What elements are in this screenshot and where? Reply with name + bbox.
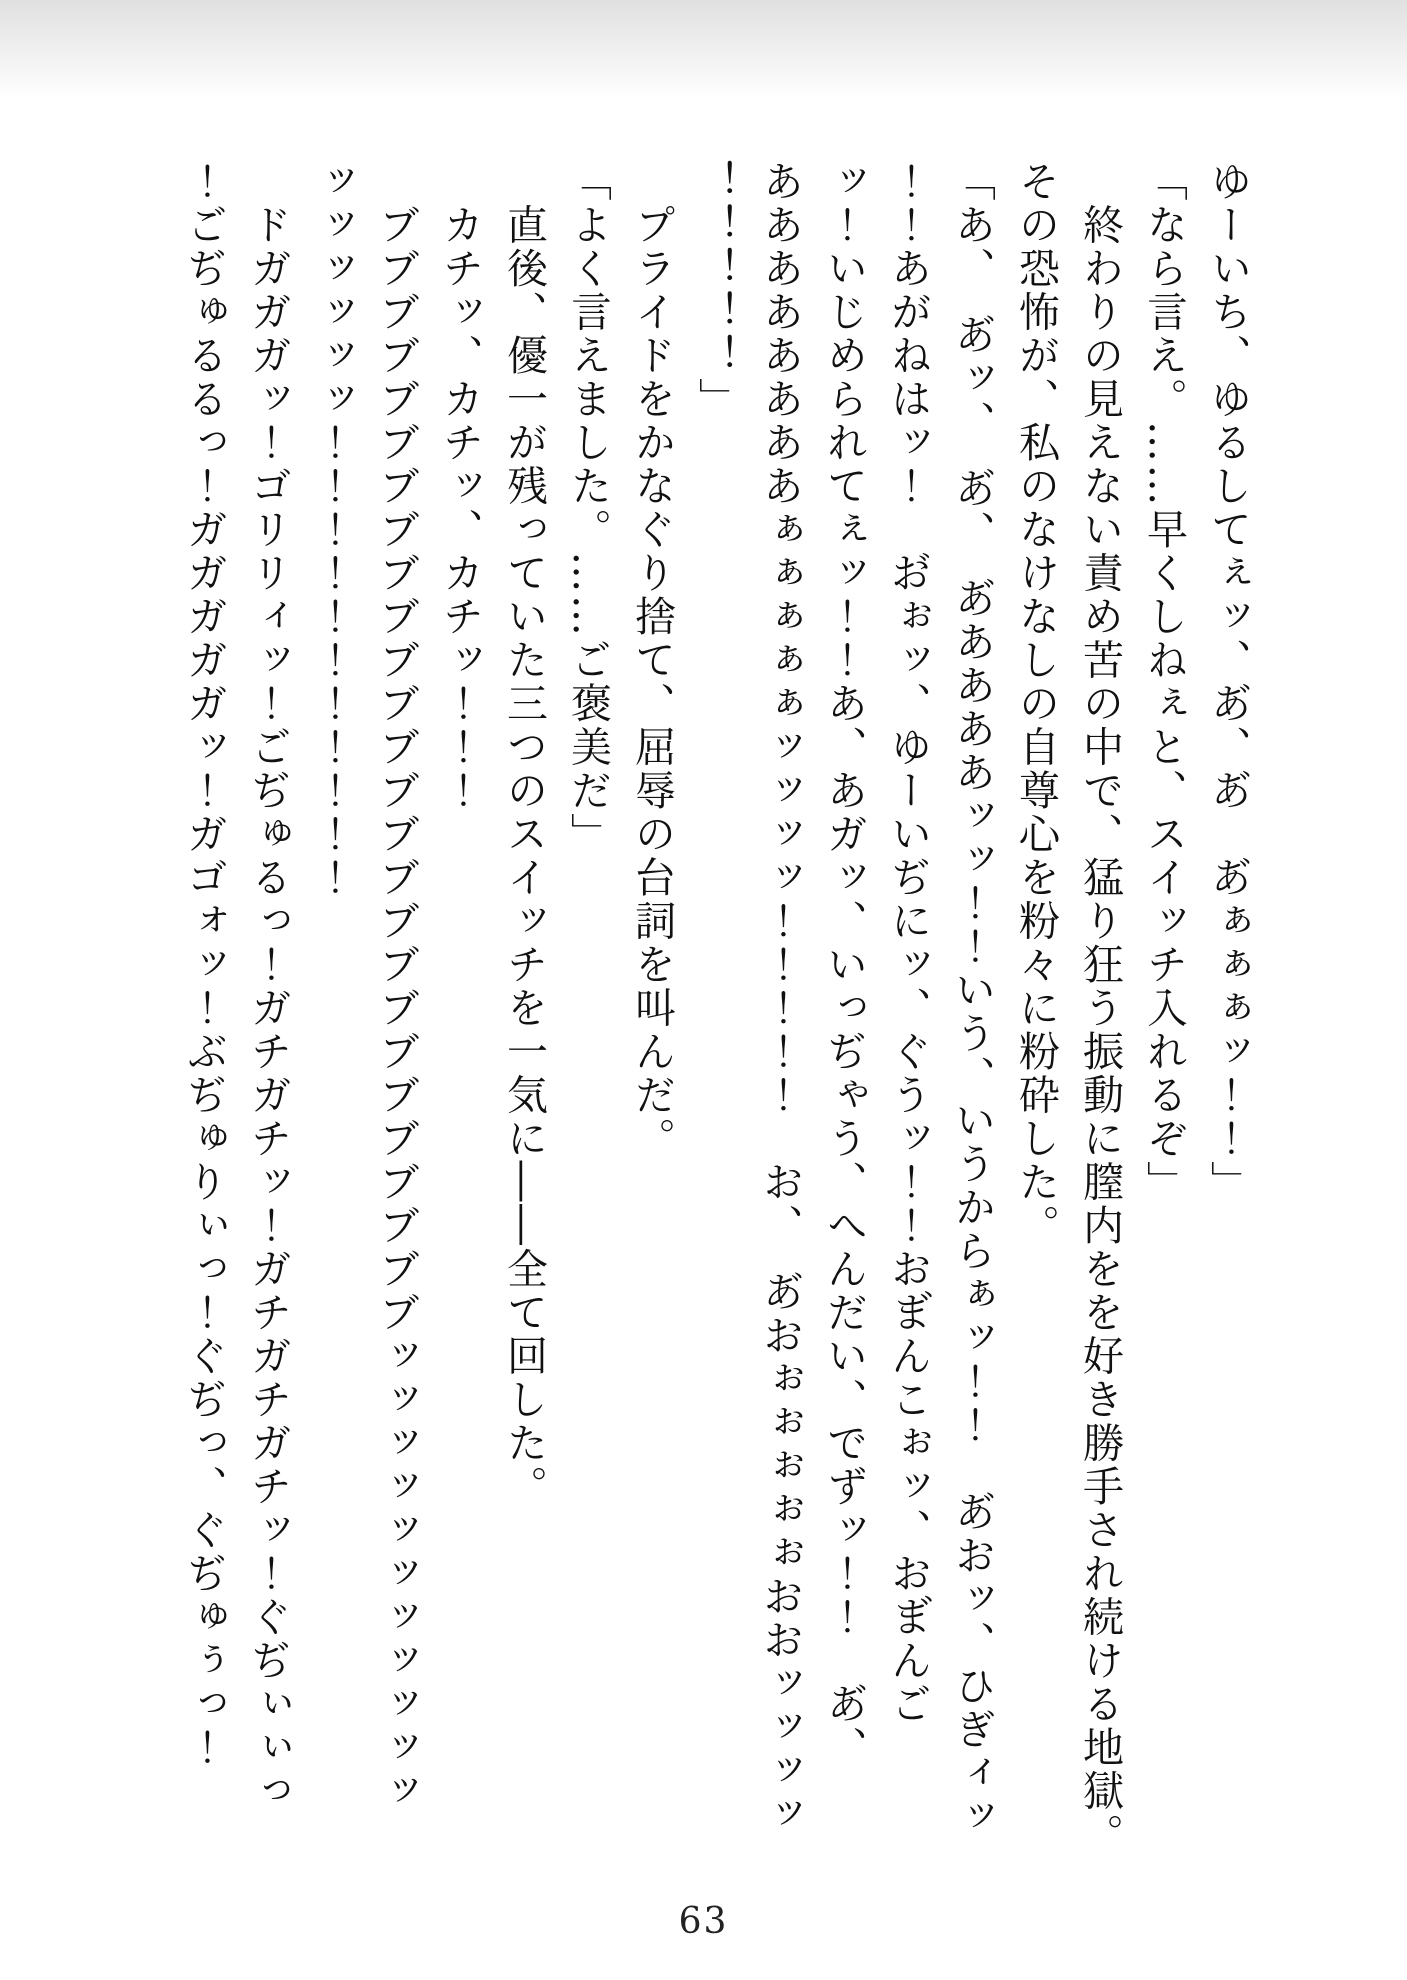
- text-column-9: ！！！！！」: [692, 160, 740, 421]
- text-column-1: ゆーいち、ゆるしてぇッ、あ゙、あ゙ あ゙ぁぁぁッ！！」: [1204, 160, 1252, 1204]
- text-column-10: プライドをかなぐり捨て、屈辱の台詞を叫んだ。: [628, 160, 676, 1161]
- text-column-7: ッ！いじめられてぇッ！！あ、あガッ、いっぢゃう、へんだい、でずッ！！ あ゙、: [820, 160, 868, 1770]
- text-column-15: ッッッッッッ！！！！！！！！！！！: [308, 160, 356, 900]
- text-column-17: ！ごぢゅるるっ！ガガガガガッ！ガゴォッ！ぶぢゅりぃっ！ぐぢっ、ぐぢゅぅっ！: [180, 160, 228, 1770]
- text-column-8: ああああああああぁぁぁぁぁッッッッ！！！！！ お、 あ゙おぉぉぉぉぉおおッッッッ: [756, 160, 804, 1836]
- text-column-5: 「あ、 あ゙ッ、 あ゙、 あ゙ああああッッ！！いう、いうからぁッ！！ あ゙おッ、ひぎィッ: [948, 160, 996, 1839]
- text-column-14: ブブブブブブブブブブブブブブブブブブブブブブブブブブッッッッッッッッッッッ: [372, 160, 420, 1813]
- text-column-4: その恐怖が、私のなけなしの自尊心を粉々に粉砕した。: [1012, 160, 1060, 1248]
- text-column-13: カチッ、カチッ、カチッ！！！: [436, 160, 484, 813]
- page-number: 63: [678, 1901, 729, 1942]
- text-column-11: 「よく言えました。……ご褒美だ」: [564, 160, 612, 856]
- text-column-3: 終わりの見えない責め苦の中で、猛り狂う振動に膣内をを好き勝手され続ける地獄。: [1076, 160, 1124, 1857]
- text-column-2: 「なら言え。……早くしねぇと、スイッチ入れるぞ」: [1140, 160, 1188, 1204]
- text-column-6: ！！あがねはッ！ お゙ぉッ、ゆーいぢにッ、ぐうッ！！おま゙んこぉッ、おま゙んご: [884, 160, 932, 1726]
- text-column-12: 直後、優一が残っていた三つのスイッチを一気に――全て回した。: [500, 160, 548, 1509]
- text-column-16: ドガガガッ！ゴリリィッ！ごぢゅるっ！ガチガチッ！ガチガチガチッ！ぐぢぃぃっ: [244, 160, 292, 1813]
